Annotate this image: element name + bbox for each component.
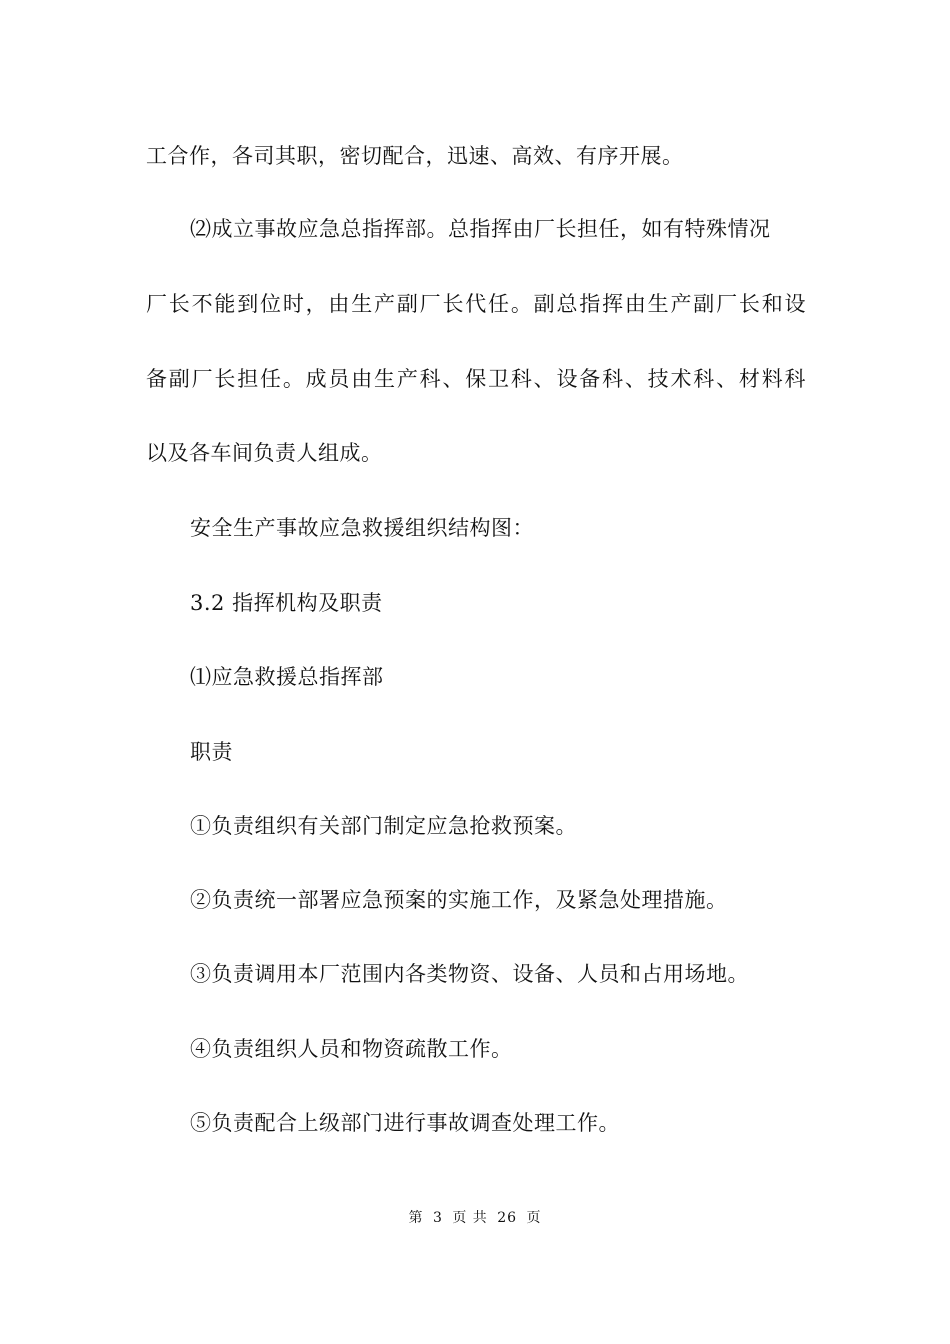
paragraph-line-1: 工合作，各司其职，密切配合，迅速、高效、有序开展。 — [146, 144, 684, 168]
duty-item-5: ⑤负责配合上级部门进行事故调查处理工作。 — [190, 1111, 620, 1135]
subsection-heading: ⑴应急救援总指挥部 — [190, 665, 384, 689]
paragraph-line-5: 以及各车间负责人组成。 — [146, 441, 383, 465]
duty-item-4: ④负责组织人员和物资疏散工作。 — [190, 1037, 513, 1061]
paragraph-line-3: 厂长不能到位时，由生产副厂长代任。副总指挥由生产副厂长和设 — [146, 292, 806, 316]
footer-suffix: 页 — [526, 1210, 542, 1226]
paragraph-line-2: ⑵成立事故应急总指挥部。总指挥由厂长担任，如有特殊情况 — [190, 217, 771, 241]
duties-label: 职责 — [190, 740, 233, 764]
duty-item-1: ①负责组织有关部门制定应急抢救预案。 — [190, 814, 577, 838]
footer-middle: 页 共 — [452, 1210, 488, 1226]
duty-item-3: ③负责调用本厂范围内各类物资、设备、人员和占用场地。 — [190, 962, 749, 986]
paragraph-line-6: 安全生产事故应急救援组织结构图： — [190, 516, 534, 540]
duty-item-2: ②负责统一部署应急预案的实施工作，及紧急处理措施。 — [190, 888, 728, 912]
footer-current-page: 3 — [432, 1210, 443, 1226]
page-footer — [0, 1208, 950, 1228]
footer-prefix: 第 — [408, 1210, 424, 1226]
section-heading: 3.2 指挥机构及职责 — [190, 591, 383, 615]
footer-total-pages: 26 — [497, 1210, 518, 1226]
paragraph-line-4: 备副厂长担任。成员由生产科、保卫科、设备科、技术科、材料科 — [146, 367, 806, 391]
